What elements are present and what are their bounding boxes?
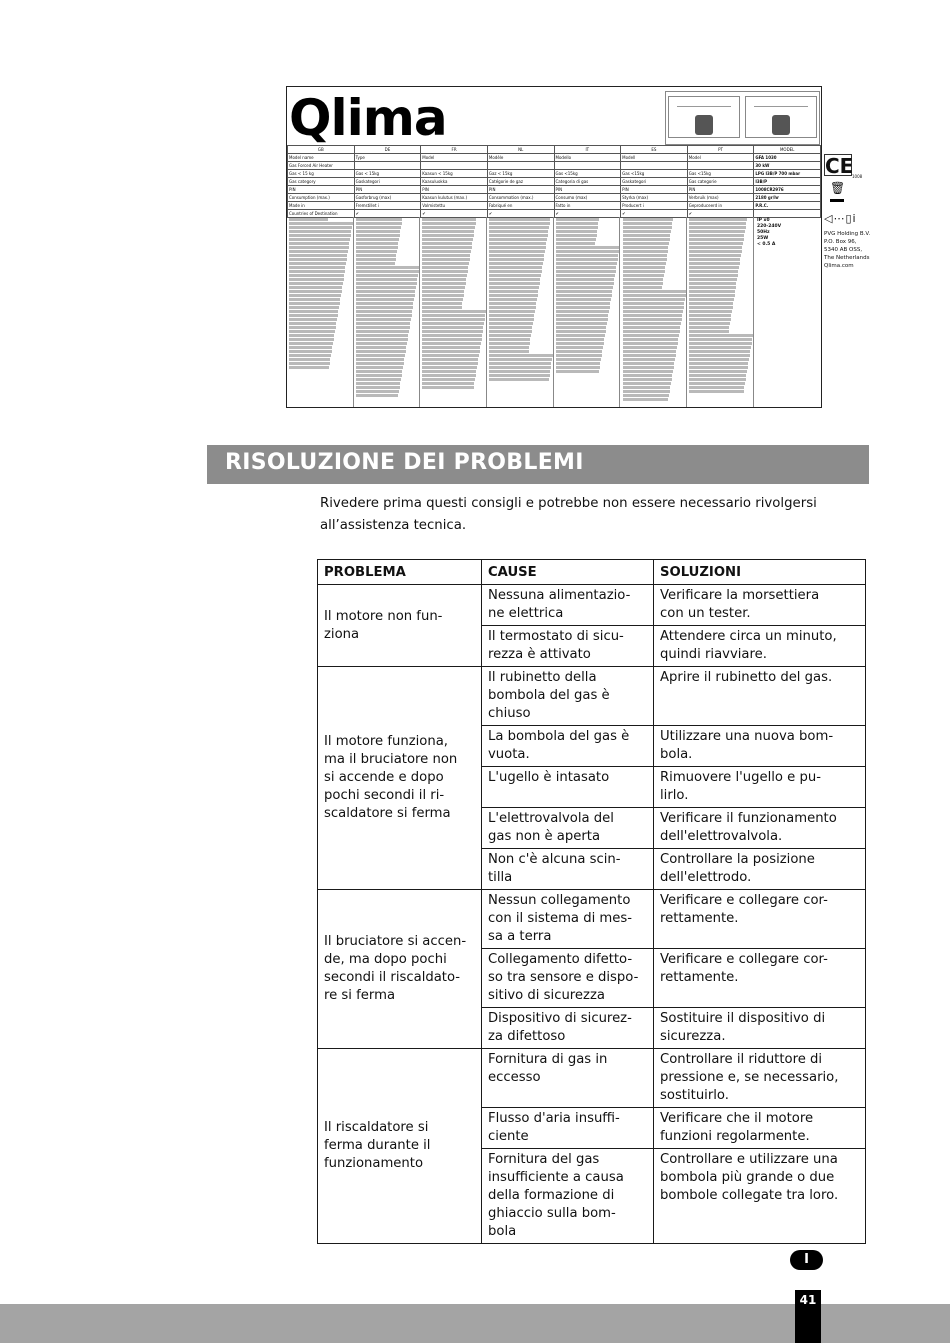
spec-row [288, 154, 821, 162]
spec-cell: I3B/P [754, 178, 821, 186]
spec-row [288, 194, 821, 202]
problem-text: Il bruciatore si accen- de, ma dopo pochi secondi il riscaldato- re si ferma [324, 934, 467, 1003]
solution-text: Verificare e collegare cor- rettamente. [660, 893, 828, 926]
solution-cell [654, 767, 866, 808]
spec-cell: Gas <15kg [554, 170, 621, 178]
spec-cell: Categoria di gas [554, 178, 621, 186]
spec-cell: GFA 1030 [754, 154, 821, 162]
ce-number: 1008 [852, 174, 863, 179]
address-line: The Netherlands [824, 255, 870, 261]
spec-cell: Gasforbrug (max) [354, 194, 421, 202]
spec-cell: PIN [354, 186, 421, 194]
spec-cell: PIN [687, 186, 754, 194]
cause-cell [482, 1049, 654, 1108]
spec-cell: ✔ [354, 210, 421, 218]
solution-text: Aprire il rubinetto del gas. [660, 670, 833, 685]
spec-cell: Valmistettu [421, 202, 488, 210]
rating-label [286, 86, 822, 408]
solution-cell [654, 626, 866, 667]
spec-cell: Gas categorie [687, 178, 754, 186]
lang-code: IT [554, 146, 621, 154]
fine-print-column [354, 217, 421, 407]
brand-logo: Qlima [289, 89, 447, 147]
spec-cell: LPG I3B/P 700 mbar [754, 170, 821, 178]
solution-text: Attendere circa un minuto, quindi riavviare. [660, 629, 837, 662]
intro-paragraph: Rivedere prima questi consigli e potrebbe non essere necessario rivolgersi all’assistenza tecnica. [320, 496, 817, 533]
cause-text: L'elettrovalvola del gas non è aperta [488, 811, 614, 844]
lang-code: FR [421, 146, 488, 154]
spec-cell: Gas < 15kg [354, 170, 421, 178]
spec-cell: P.R.C. [754, 202, 821, 210]
section-heading [207, 445, 869, 484]
cause-cell [482, 585, 654, 626]
solution-cell [654, 1049, 866, 1108]
cause-text: Il rubinetto della bombola del gas è chiuso [488, 670, 610, 721]
solution-text: Rimuovere l'ugello e pu- lirlo. [660, 770, 821, 803]
header-solution: SOLUZIONI [654, 560, 866, 585]
solution-cell [654, 1108, 866, 1149]
spec-cell: Modèle [487, 154, 554, 162]
spec-cell: 1008CR2976 [754, 186, 821, 194]
solution-cell [654, 667, 866, 726]
spec-cell [621, 162, 688, 170]
spec-cell: Countries of Destination [288, 210, 355, 218]
solution-cell [654, 949, 866, 1008]
table-header-row [318, 560, 866, 585]
spec-cell: PIN [288, 186, 355, 194]
spec-cell: ✔ [487, 210, 554, 218]
solution-cell [654, 1149, 866, 1244]
table-row [318, 1049, 866, 1108]
spec-cell: Producert i [621, 202, 688, 210]
cause-cell [482, 890, 654, 949]
spec-row [288, 178, 821, 186]
spec-row [288, 202, 821, 210]
spec-cell: ✔ [621, 210, 688, 218]
weee-bin-icon: 🗑 [830, 181, 846, 195]
cause-text: Collegamento difetto- so tra sensore e dispo- sitivo di sicurezza [488, 952, 639, 1003]
cause-text: Non c'è alcuna scin- tilla [488, 852, 621, 885]
table-row [318, 667, 866, 726]
problem-cell [318, 667, 482, 890]
fine-print-column [420, 217, 487, 407]
spec-row [288, 162, 821, 170]
problem-text: Il motore funziona, ma il bruciatore non si accende e dopo pochi secondi il ri- scaldatore si ferma [324, 734, 458, 821]
installation-diagram [665, 91, 820, 145]
fine-print-column [487, 217, 554, 407]
spec-cell: 30 kW [754, 162, 821, 170]
spec-cell: Gaz < 15kg [487, 170, 554, 178]
problem-cell [318, 585, 482, 667]
diagram-room-right [745, 96, 817, 138]
lang-code: DE [354, 146, 421, 154]
lang-code: PT [687, 146, 754, 154]
electrical-ratings [755, 217, 821, 249]
spec-cell [487, 162, 554, 170]
solution-text: Controllare il riduttore di pressione e, se necessario, sostituirlo. [660, 1052, 839, 1103]
spec-cell [554, 162, 621, 170]
cause-cell [482, 949, 654, 1008]
spec-cell: Type [354, 154, 421, 162]
spec-cell: Model [421, 154, 488, 162]
solution-text: Verificare che il motore funzioni regolarmente. [660, 1111, 814, 1144]
spec-cell: Gas category [288, 178, 355, 186]
page-number: 41 [795, 1290, 821, 1343]
rating-line: IP x0 [757, 218, 770, 223]
cause-cell [482, 767, 654, 808]
cause-text: Fornitura del gas insufficiente a causa della formazione di ghiaccio sulla bom- bola [488, 1152, 624, 1239]
rating-line: < 0.5 A [757, 242, 776, 247]
fine-print-column [554, 217, 621, 407]
cause-cell [482, 667, 654, 726]
spec-cell [354, 162, 421, 170]
spec-cell: PIN [621, 186, 688, 194]
safety-instructions [287, 217, 755, 407]
troubleshooting-table [317, 559, 866, 1244]
cause-text: Fornitura di gas in eccesso [488, 1052, 608, 1085]
spec-cell: PIN [554, 186, 621, 194]
fine-print-column [287, 217, 354, 407]
spec-cell: Fremstillet i [354, 202, 421, 210]
solution-text: Verificare la morsettiera con un tester. [660, 588, 820, 621]
spec-row [288, 186, 821, 194]
section-title: RISOLUZIONE DEI PROBLEMI [225, 450, 584, 475]
spec-cell: Fatto in [554, 202, 621, 210]
cause-cell [482, 726, 654, 767]
lang-code: GB [288, 146, 355, 154]
solution-text: Controllare la posizione dell'elettrodo. [660, 852, 815, 885]
solution-cell [654, 585, 866, 626]
spec-cell: Model name [288, 154, 355, 162]
spec-cell: Gaskategori [354, 178, 421, 186]
manufacturer-address [824, 230, 894, 270]
cause-text: Flusso d'aria insuffi- ciente [488, 1111, 620, 1144]
spec-cell: Consumption (max.) [288, 194, 355, 202]
cause-text: L'ugello è intasato [488, 770, 610, 785]
spec-cell: Gas Forced Air Heater [288, 162, 355, 170]
cause-cell [482, 1108, 654, 1149]
label-side-info [824, 154, 894, 269]
spec-cell: Gas < 15 kg [288, 170, 355, 178]
spec-cell: Gas <15kg [687, 170, 754, 178]
cause-text: Il termostato di sicu- rezza è attivato [488, 629, 624, 662]
read-manual-icon: ◁⋯▯i [824, 212, 857, 225]
solution-cell [654, 808, 866, 849]
cause-text: Nessuna alimentazio- ne elettrica [488, 588, 631, 621]
spec-cell: Made in [288, 202, 355, 210]
cause-cell [482, 1008, 654, 1049]
table-row [318, 585, 866, 626]
cause-text: Dispositivo di sicurez- za difettoso [488, 1011, 632, 1044]
solution-text: Controllare e utilizzare una bombola più grande o due bombole collegate tra loro. [660, 1152, 839, 1203]
spec-cell: Kaasun < 15kg [421, 170, 488, 178]
spec-row [288, 170, 821, 178]
spec-cell: Catégorie de gaz [487, 178, 554, 186]
solution-text: Sostituire il dispositivo di sicurezza. [660, 1011, 826, 1044]
table-row [318, 890, 866, 949]
spec-cell: Geproduceerd in [687, 202, 754, 210]
solution-cell [654, 1008, 866, 1049]
spec-cell: 2180 gr/hr [754, 194, 821, 202]
solution-cell [654, 849, 866, 890]
spec-cell: Modello [554, 154, 621, 162]
spec-grid [287, 145, 821, 218]
spec-cell: Gaskategori [621, 178, 688, 186]
address-line: PVG Holding B.V. [824, 231, 871, 237]
header-cause: CAUSE [482, 560, 654, 585]
cause-cell [482, 1149, 654, 1244]
fine-print-column [621, 217, 688, 407]
cause-text: Nessun collegamento con il sistema di mes- sa a terra [488, 893, 633, 944]
solution-text: Verificare il funzionamento dell'elettrovalvola. [660, 811, 837, 844]
spec-cell: ✔ [421, 210, 488, 218]
address-line: P.O. Box 96, [824, 239, 857, 245]
address-line: 5340 AB OSS, [824, 247, 863, 253]
problem-text: Il motore non fun- ziona [324, 608, 443, 642]
lang-code-row [288, 146, 821, 154]
problem-cell [318, 1049, 482, 1244]
diagram-room-left [668, 96, 740, 138]
lang-code: MODEL [754, 146, 821, 154]
lang-code: ES [621, 146, 688, 154]
language-badge: I [790, 1250, 823, 1270]
solution-cell [654, 726, 866, 767]
spec-cell: Consumo (max) [554, 194, 621, 202]
spec-cell: Verbruik (max) [687, 194, 754, 202]
spec-cell [421, 162, 488, 170]
address-line: Qlima.com [824, 263, 854, 269]
rating-line: 220-240V [757, 224, 782, 229]
header-problem: PROBLEMA [318, 560, 482, 585]
cause-text: La bombola del gas è vuota. [488, 729, 630, 762]
ce-mark: CE [825, 154, 854, 178]
solution-cell [654, 890, 866, 949]
spec-cell: Modell [621, 154, 688, 162]
problem-cell [318, 890, 482, 1049]
spec-cell: Model [687, 154, 754, 162]
rating-line: 25W [757, 236, 769, 241]
spec-cell: PIN [421, 186, 488, 194]
spec-cell: Fabriqué en [487, 202, 554, 210]
spec-cell: Gas <15kg [621, 170, 688, 178]
spec-cell: Kaasuluokka [421, 178, 488, 186]
spec-cell [687, 162, 754, 170]
spec-cell: ✔ [554, 210, 621, 218]
spec-cell: Styrka (max) [621, 194, 688, 202]
cause-cell [482, 626, 654, 667]
lang-code: NL [487, 146, 554, 154]
fine-print-column [687, 217, 754, 407]
spec-cell: Kaasun kulutus (max.) [421, 194, 488, 202]
spec-cell: ✔ [687, 210, 754, 218]
spec-cell: Consommation (max.) [487, 194, 554, 202]
spec-cell: PIN [487, 186, 554, 194]
weee-bar [830, 199, 844, 202]
cause-cell [482, 808, 654, 849]
solution-text: Verificare e collegare cor- rettamente. [660, 952, 828, 985]
solution-text: Utilizzare una nuova bom- bola. [660, 729, 834, 762]
problem-text: Il riscaldatore si ferma durante il funzionamento [324, 1120, 431, 1171]
rating-line: 50Hz [757, 230, 770, 235]
cause-cell [482, 849, 654, 890]
